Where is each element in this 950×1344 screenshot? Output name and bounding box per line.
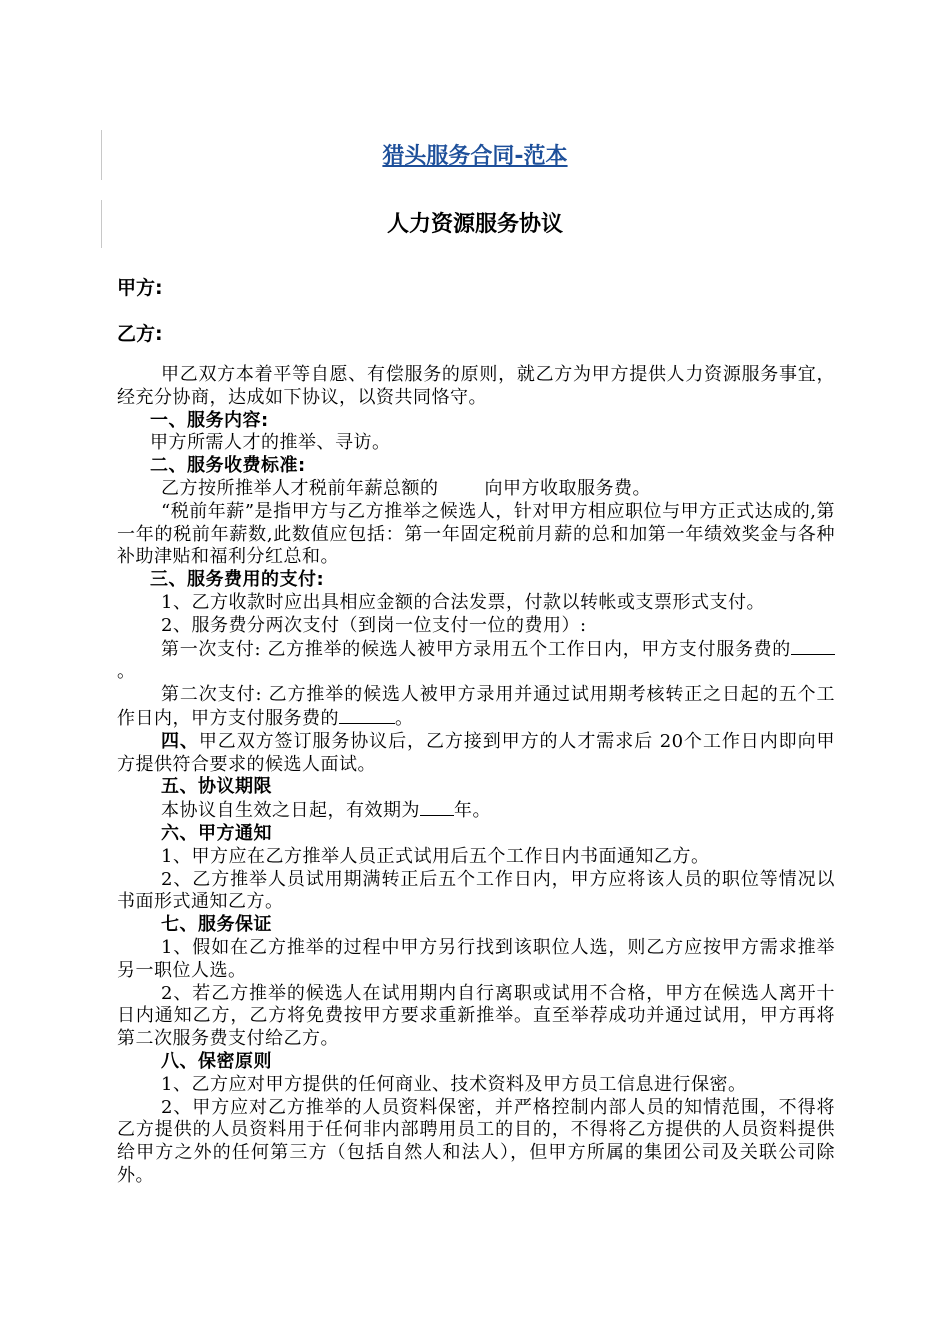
second-payment-blank <box>339 707 395 724</box>
section-4-text: 甲乙双方签订服务协议后，乙方接到甲方的人才需求后 20个工作日内即向甲方提供符合要求的候选人面试。 <box>117 730 836 775</box>
section-3-first-payment <box>117 638 835 685</box>
term-text: 本协议自生效之日起，有效期为 <box>161 800 420 822</box>
first-payment-text: 第一次支付: 乙方推举的候选人被甲方录用五个工作日内，甲方支付服务费的 <box>161 638 791 660</box>
second-payment-end: 。 <box>395 707 414 729</box>
section-3-second-payment <box>117 684 835 731</box>
section-7-item-1: 1、假如在乙方推举的过程中甲方另行找到该职位人选，则乙方应按甲方需求推举另一职位人选。 <box>117 936 835 981</box>
section-6-item-2: 2、乙方推举人员试用期满转正后五个工作日内，甲方应将该人员的职位等情况以书面形式通知乙方。 <box>117 868 835 913</box>
section-6-heading: 六、甲方通知 <box>161 822 272 844</box>
first-payment-end: 。 <box>117 661 136 683</box>
document-subtitle: 人力资源服务协议 <box>386 212 563 237</box>
section-2-text-a: 乙方按所推举人才税前年薪总额的 <box>161 477 439 499</box>
section-3-item-1: 1、乙方收款时应出具相应金额的合法发票，付款以转帐或支票形式支付。 <box>161 591 765 613</box>
title-link[interactable]: 猎头服务合同-范本 <box>382 144 568 169</box>
party-a-label: 甲方: <box>117 277 163 299</box>
first-payment-blank <box>791 638 835 655</box>
section-3-heading: 三、服务费用的支付: <box>150 569 325 591</box>
section-7-item-2: 2、若乙方推举的候选人在试用期内自行离职或试用不合格，甲方在候选人离开十日内通知乙方，乙方将免费按甲方要求重新推举。直至举荐成功并通过试用，甲方再将第二次服务费支付给乙方。 <box>117 982 835 1050</box>
contract-body <box>117 364 835 1188</box>
section-1-heading: 一、服务内容: <box>150 409 269 431</box>
term-blank <box>420 799 454 816</box>
section-1-text: 甲方所需人才的推举、寻访。 <box>150 432 391 454</box>
section-4-heading: 四、 <box>161 730 199 752</box>
section-4 <box>117 731 835 777</box>
section-2-heading: 二、服务收费标准: <box>150 455 306 477</box>
section-3-item-2: 2、服务费分两次支付（到岗一位支付一位的费用）: <box>161 614 587 636</box>
section-5-text <box>117 799 835 823</box>
section-7-heading: 七、服务保证 <box>161 914 272 936</box>
section-2-definition: “税前年薪”是指甲方与乙方推举之候选人，针对甲方相应职位与甲方正式达成的,第一年的税前年薪数,此数值应包括：第一年固定税前月薪的总和加第一年绩效奖金与各种补助津贴和福利分红总和。 <box>117 500 835 568</box>
party-b-label: 乙方: <box>117 323 163 345</box>
section-8-item-2: 2、甲方应对乙方推举的人员资料保密，并严格控制内部人员的知情范围，不得将乙方提供的人员资料用于任何非内部聘用员工的目的，不得将乙方提供的人员资料提供给甲方之外的任何第三方（包括自然人和法人），但甲方所属的集团公司及关联公司除外。 <box>117 1096 835 1186</box>
section-8-heading: 八、保密原则 <box>161 1050 272 1072</box>
section-8-item-1: 1、乙方应对甲方提供的任何商业、技术资料及甲方员工信息进行保密。 <box>161 1073 747 1095</box>
term-end: 年。 <box>454 800 491 822</box>
section-2-text-b: 向甲方收取服务费。 <box>484 477 651 499</box>
section-6-item-1: 1、甲方应在乙方推举人员正式试用后五个工作日内书面通知乙方。 <box>161 845 710 867</box>
section-2-fee-rate <box>117 478 835 501</box>
intro-paragraph: 甲乙双方本着平等自愿、有偿服务的原则，就乙方为甲方提供人力资源服务事宜，经充分协商，达成如下协议，以资共同恪守。 <box>117 364 835 408</box>
second-payment-text: 第二次支付: 乙方推举的候选人被甲方录用并通过试用期考核转正之日起的五个工作日内，甲方支付服务费的 <box>117 684 835 729</box>
section-5-heading: 五、协议期限 <box>161 776 272 798</box>
